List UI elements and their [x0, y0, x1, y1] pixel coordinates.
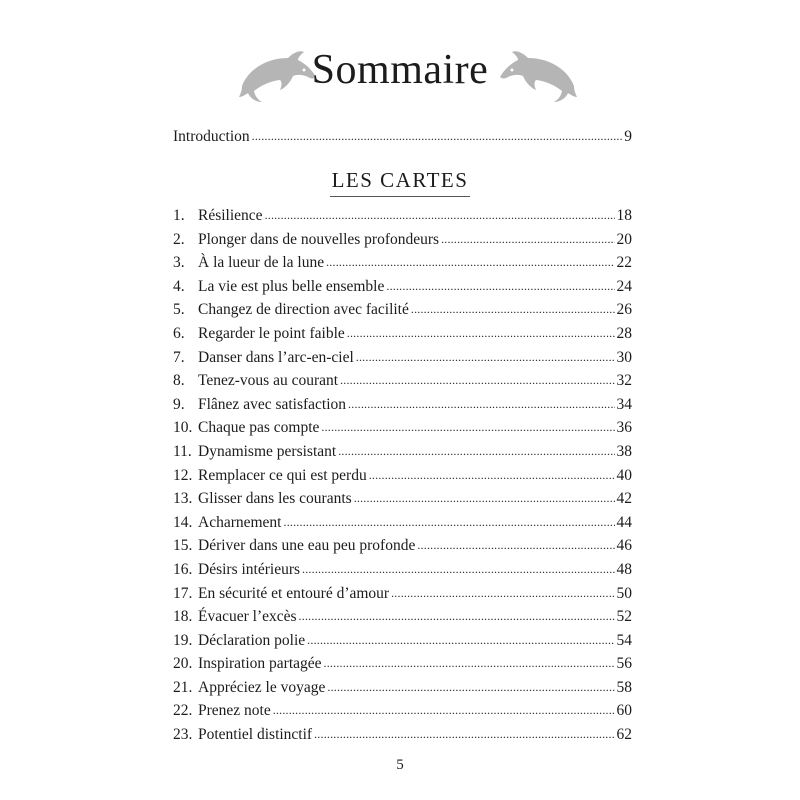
toc-entry[interactable] [173, 512, 632, 536]
dot-leader [348, 393, 614, 415]
entry-page: 54 [616, 631, 632, 649]
toc-entry[interactable] [173, 276, 632, 300]
toc-entry[interactable] [173, 677, 632, 701]
entry-page: 44 [616, 513, 632, 531]
toc-entry[interactable] [173, 323, 632, 347]
entry-label: À la lueur de la lune [198, 254, 325, 272]
entry-page: 28 [616, 324, 632, 342]
entry-label: Acharnement [198, 513, 282, 531]
dot-leader [441, 228, 614, 250]
dot-leader [417, 534, 614, 556]
dot-leader [314, 723, 614, 745]
entry-page: 34 [616, 395, 632, 413]
dot-leader [265, 204, 615, 226]
dot-leader [307, 629, 614, 651]
entry-number: 23. [173, 726, 193, 744]
dot-leader [340, 369, 614, 391]
toc-entry[interactable] [173, 606, 632, 630]
dot-leader [302, 558, 614, 580]
dot-leader [356, 346, 615, 368]
dot-leader [252, 125, 623, 147]
entry-number: 17. [173, 584, 193, 602]
introduction-page: 9 [624, 128, 632, 145]
entry-page: 62 [616, 726, 632, 744]
entry-number: 12. [173, 466, 193, 484]
entry-number: 13. [173, 490, 193, 508]
entry-page: 22 [616, 254, 632, 272]
toc-entry[interactable] [173, 252, 632, 276]
toc-entry[interactable] [173, 559, 632, 583]
dot-leader [273, 699, 615, 721]
entry-page: 56 [616, 655, 632, 673]
dot-leader [327, 676, 614, 698]
entry-label: Danser dans l’arc-en-ciel [198, 348, 354, 366]
introduction-label: Introduction [173, 128, 250, 145]
entry-page: 32 [616, 372, 632, 390]
entry-number: 1. [173, 207, 185, 224]
toc-entry[interactable] [173, 488, 632, 512]
toc-entry[interactable] [173, 394, 632, 418]
page-number: 5 [396, 757, 404, 773]
entry-page: 48 [616, 560, 632, 578]
entry-page: 26 [616, 301, 632, 319]
entry-number: 18. [173, 608, 193, 626]
card-list [173, 205, 632, 748]
section-title-text: LES CARTES [330, 168, 471, 197]
dot-leader [338, 440, 614, 462]
entry-number: 10. [173, 419, 193, 437]
entry-label: Potentiel distinctif [198, 726, 313, 744]
entry-label: Changez de direction avec facilité [198, 301, 409, 319]
entry-label: Glisser dans les courants [198, 490, 352, 508]
toc-entry[interactable] [173, 653, 632, 677]
dot-leader [324, 652, 615, 674]
entry-page: 50 [616, 584, 632, 602]
entry-number: 2. [173, 230, 185, 248]
entry-page: 36 [616, 419, 632, 437]
entry-page: 46 [616, 537, 632, 555]
toc-entry[interactable] [173, 535, 632, 559]
header [0, 38, 800, 108]
entry-page: 24 [616, 277, 632, 295]
entry-label: Désirs intérieurs [198, 560, 301, 578]
dot-leader [354, 487, 615, 509]
toc-entry[interactable] [173, 465, 632, 489]
entry-number: 19. [173, 631, 193, 649]
dot-leader [347, 322, 615, 344]
entry-label: Appréciez le voyage [198, 678, 326, 696]
entry-page: 38 [616, 442, 632, 460]
entry-label: Dériver dans une eau peu profonde [198, 537, 416, 555]
entry-number: 5. [173, 301, 185, 319]
entry-page: 42 [616, 490, 632, 508]
toc-entry[interactable] [173, 299, 632, 323]
entry-number: 3. [173, 254, 185, 272]
entry-label: Flânez avec satisfaction [198, 395, 347, 413]
entry-label: Inspiration partagée [198, 655, 322, 673]
entry-number: 14. [173, 513, 193, 531]
toc-entry[interactable] [173, 205, 632, 229]
dot-leader [299, 605, 615, 627]
entry-number: 4. [173, 277, 185, 295]
entry-page: 20 [616, 230, 632, 248]
dot-leader [411, 298, 615, 320]
entry-number: 21. [173, 678, 193, 696]
dot-leader [321, 416, 614, 438]
entry-number: 16. [173, 560, 193, 578]
entry-label: En sécurité et entouré d’amour [198, 584, 390, 602]
toc-entry[interactable] [173, 724, 632, 748]
entry-number: 22. [173, 702, 193, 720]
entry-label: Dynamisme persistant [198, 442, 337, 460]
entry-label: Déclaration polie [198, 631, 306, 649]
toc-entry[interactable] [173, 583, 632, 607]
dot-leader [391, 582, 614, 604]
entry-page: 60 [616, 702, 632, 720]
entry-label: Plonger dans de nouvelles profondeurs [198, 230, 440, 248]
entry-label: Remplacer ce qui est perdu [198, 466, 367, 484]
entry-page: 58 [616, 678, 632, 696]
entry-label: Tenez-vous au courant [198, 372, 339, 390]
page-title: Sommaire [311, 47, 489, 93]
entry-label: Évacuer l’excès [198, 608, 297, 626]
entry-number: 20. [173, 655, 193, 673]
entry-number: 6. [173, 324, 185, 342]
entry-label: Regarder le point faible [198, 324, 345, 342]
toc-entry[interactable] [173, 417, 632, 441]
entry-page: 40 [616, 466, 632, 484]
toc-entry[interactable] [173, 630, 632, 654]
entry-number: 15. [173, 537, 193, 555]
entry-label: Chaque pas compte [198, 419, 320, 437]
entry-label: La vie est plus belle ensemble [198, 277, 385, 295]
toc-entry[interactable] [173, 229, 632, 253]
dot-leader [326, 251, 614, 273]
entry-number: 9. [173, 395, 185, 413]
dot-leader [284, 511, 615, 533]
entry-number: 7. [173, 348, 185, 366]
entry-number: 11. [173, 442, 192, 460]
entry-page: 52 [616, 608, 632, 626]
entry-page: 18 [616, 207, 632, 224]
entry-number: 8. [173, 372, 185, 390]
entry-label: Prenez note [198, 702, 271, 720]
introduction-entry[interactable] [173, 126, 632, 150]
toc-entry[interactable] [173, 441, 632, 465]
toc-entry[interactable] [173, 700, 632, 724]
dot-leader [386, 275, 614, 297]
entry-label: Résilience [198, 207, 263, 224]
toc-entry[interactable] [173, 370, 632, 394]
dot-leader [369, 464, 615, 486]
section-title [0, 168, 800, 197]
toc-entry[interactable] [173, 347, 632, 371]
dolphin-icon [496, 46, 578, 104]
entry-page: 30 [616, 348, 632, 366]
